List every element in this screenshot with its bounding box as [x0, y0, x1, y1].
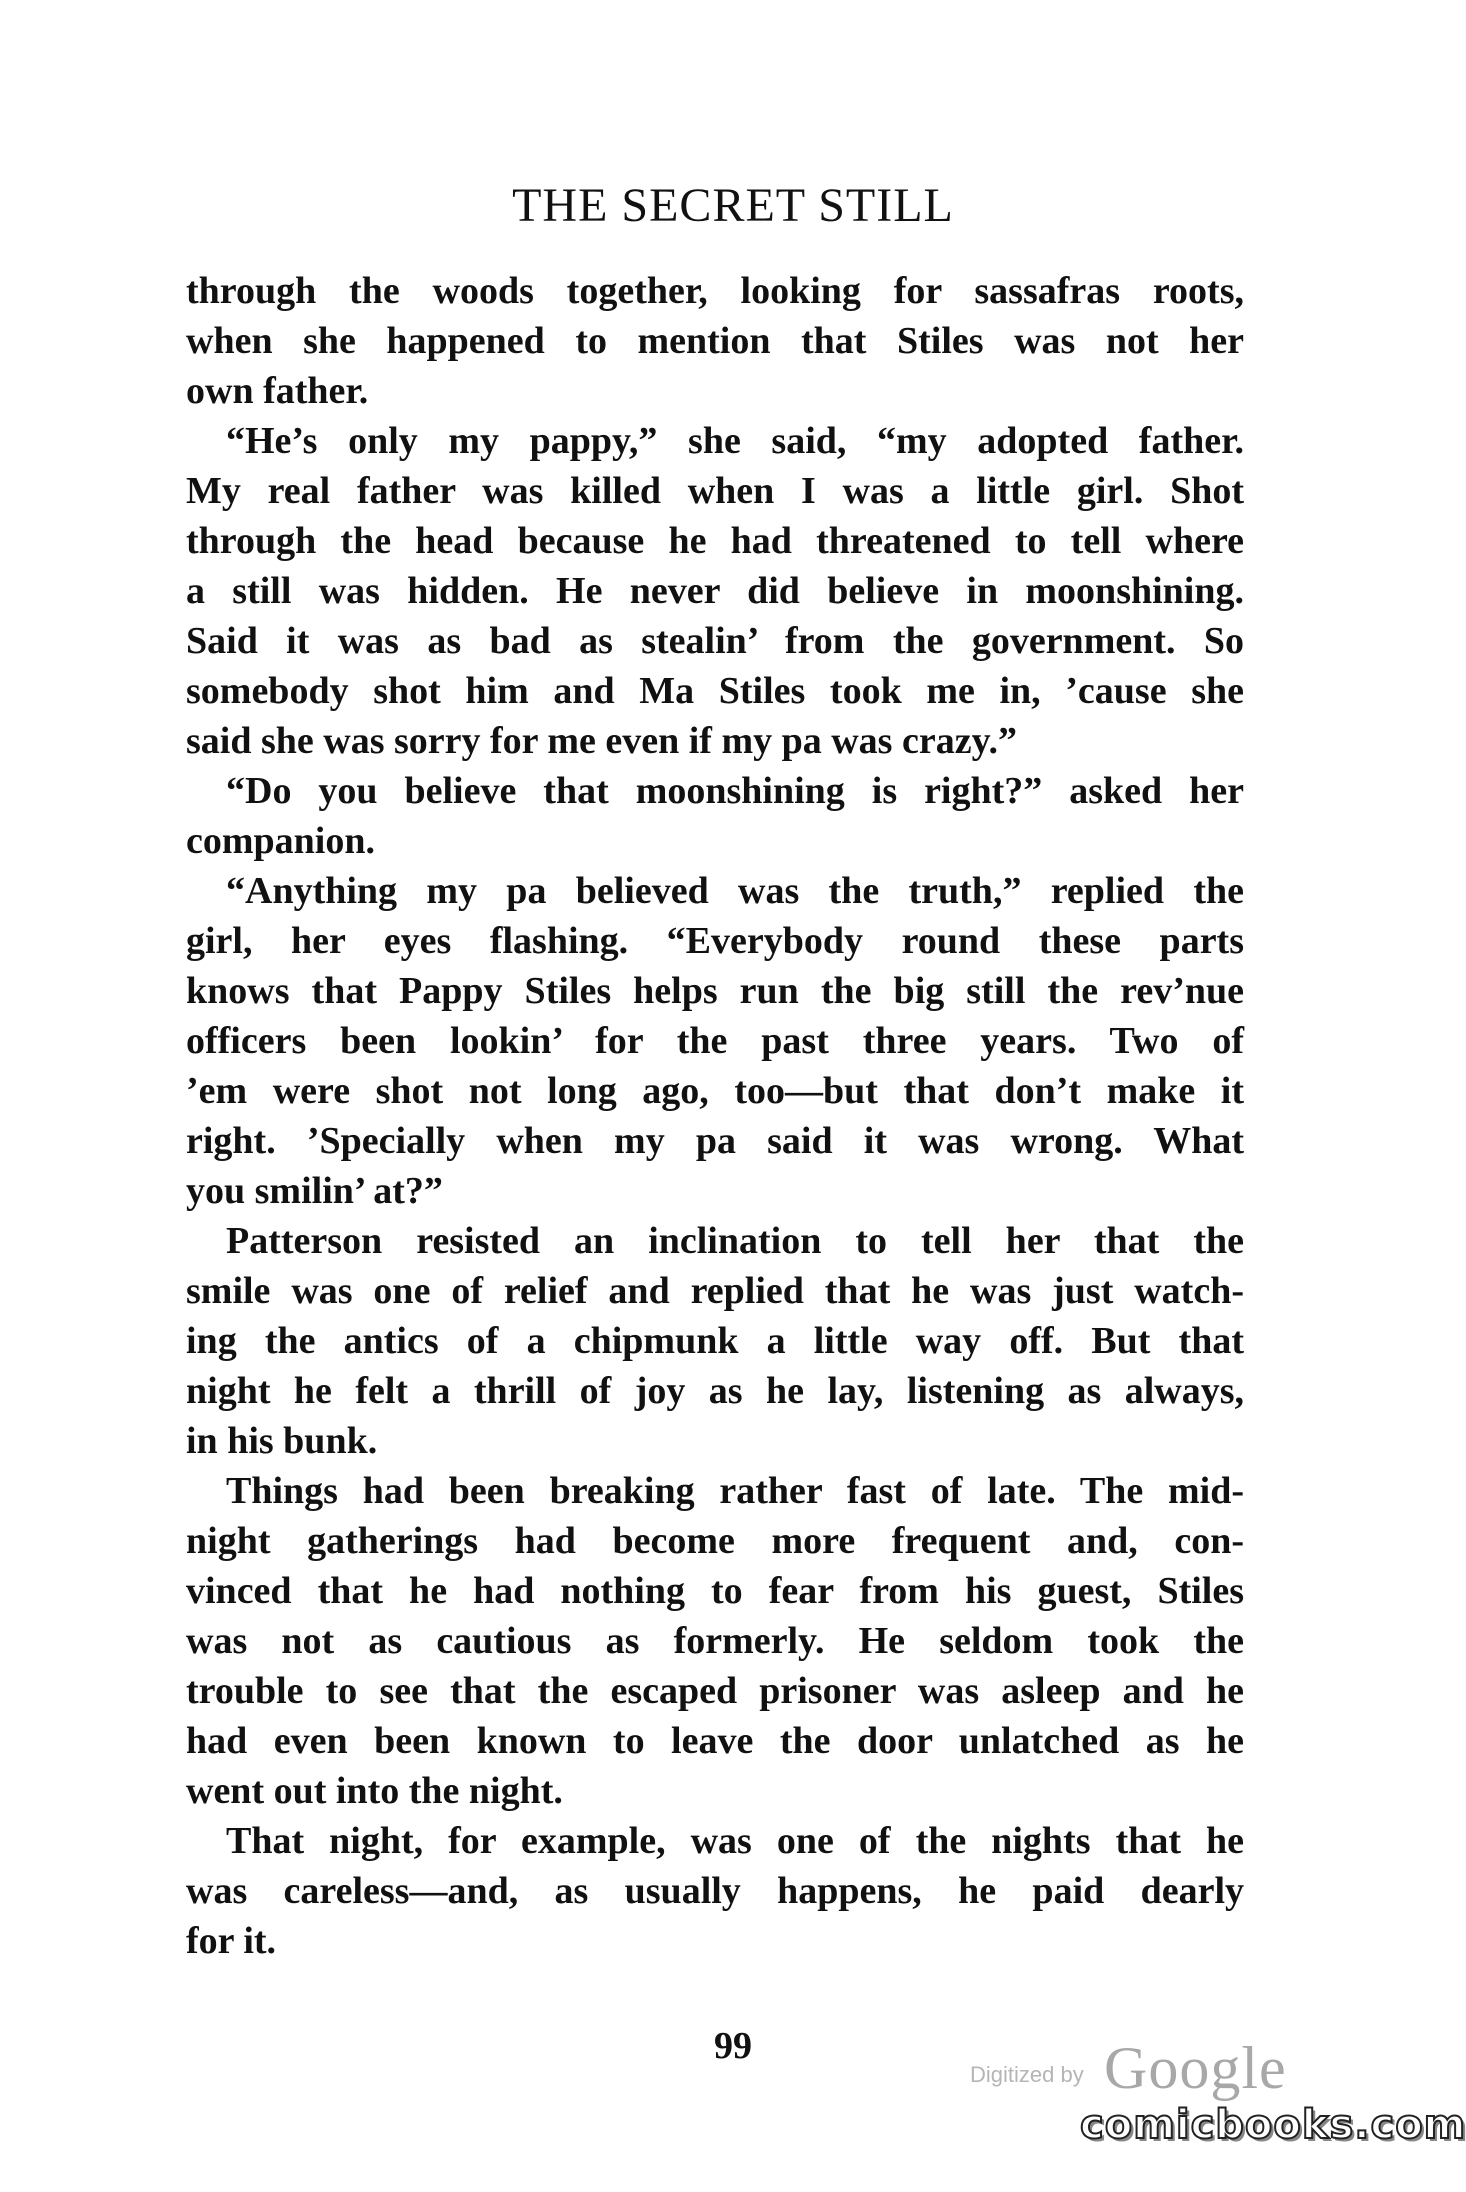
text-line: vinced that he had nothing to fear from his guest, Stiles — [186, 1570, 1244, 1612]
text-line: officers been lookin’ for the past three years. Two of — [186, 1020, 1244, 1062]
text-line: ’em were shot not long ago, too—but that don’t make it — [186, 1070, 1244, 1112]
text-line: said she was sorry for me even if my pa was crazy.” — [186, 720, 1017, 762]
text-line: somebody shot him and Ma Stiles took me in, ’cause she — [186, 670, 1244, 712]
text-line: night he felt a thrill of joy as he lay, listening as always, — [186, 1370, 1244, 1412]
text-line: girl, her eyes flashing. “Everybody round these parts — [186, 920, 1244, 962]
text-line: had even been known to leave the door unlatched as he — [186, 1720, 1244, 1762]
watermark-text: comicbooks.com — [1080, 2102, 1466, 2148]
text-line: through the head because he had threatened to tell where — [186, 520, 1244, 562]
text-line: “He’s only my pappy,” she said, “my adopted father. — [226, 420, 1244, 462]
digitized-by-text: Digitized by — [970, 2062, 1084, 2087]
text-line: That night, for example, was one of the nights that he — [226, 1820, 1244, 1862]
text-line: was not as cautious as formerly. He seldom took the — [186, 1620, 1244, 1662]
text-line: night gatherings had become more frequent and, con- — [186, 1520, 1244, 1562]
text-line: when she happened to mention that Stiles was not her — [186, 320, 1244, 362]
running-head: THE SECRET STILL — [512, 179, 954, 232]
text-line: smile was one of relief and replied that he was just watch- — [186, 1270, 1244, 1312]
text-line: knows that Pappy Stiles helps run the big still the rev’nue — [186, 970, 1244, 1012]
text-line: own father. — [186, 370, 369, 412]
text-line: through the woods together, looking for sassafras roots, — [186, 270, 1244, 312]
digitized-by-google-stamp — [970, 2034, 1290, 2104]
text-line: companion. — [186, 820, 375, 862]
text-line: went out into the night. — [186, 1770, 563, 1812]
text-line: My real father was killed when I was a little girl. Shot — [186, 470, 1244, 512]
text-line: Said it was as bad as stealin’ from the government. So — [186, 620, 1244, 662]
text-line: Patterson resisted an inclination to tell her that the — [226, 1220, 1244, 1262]
page-number: 99 — [714, 2025, 752, 2067]
text-line: in his bunk. — [186, 1420, 378, 1462]
text-line: Things had been breaking rather fast of late. The mid- — [226, 1470, 1244, 1512]
text-line: was careless—and, as usually happens, he paid dearly — [186, 1870, 1244, 1912]
text-line: for it. — [186, 1920, 277, 1962]
google-logo-text: Google — [1104, 2035, 1287, 2101]
text-line: you smilin’ at?” — [186, 1170, 443, 1212]
text-line: “Do you believe that moonshining is right?” asked her — [226, 770, 1244, 812]
text-line: trouble to see that the escaped prisoner was asleep and he — [186, 1670, 1244, 1712]
text-line: ing the antics of a chipmunk a little way off. But that — [186, 1320, 1244, 1362]
text-line: “Anything my pa believed was the truth,” replied the — [226, 870, 1244, 912]
body-text — [186, 266, 1244, 1966]
text-line: a still was hidden. He never did believe in moonshining. — [186, 570, 1244, 612]
text-line: right. ’Specially when my pa said it was wrong. What — [186, 1120, 1244, 1162]
